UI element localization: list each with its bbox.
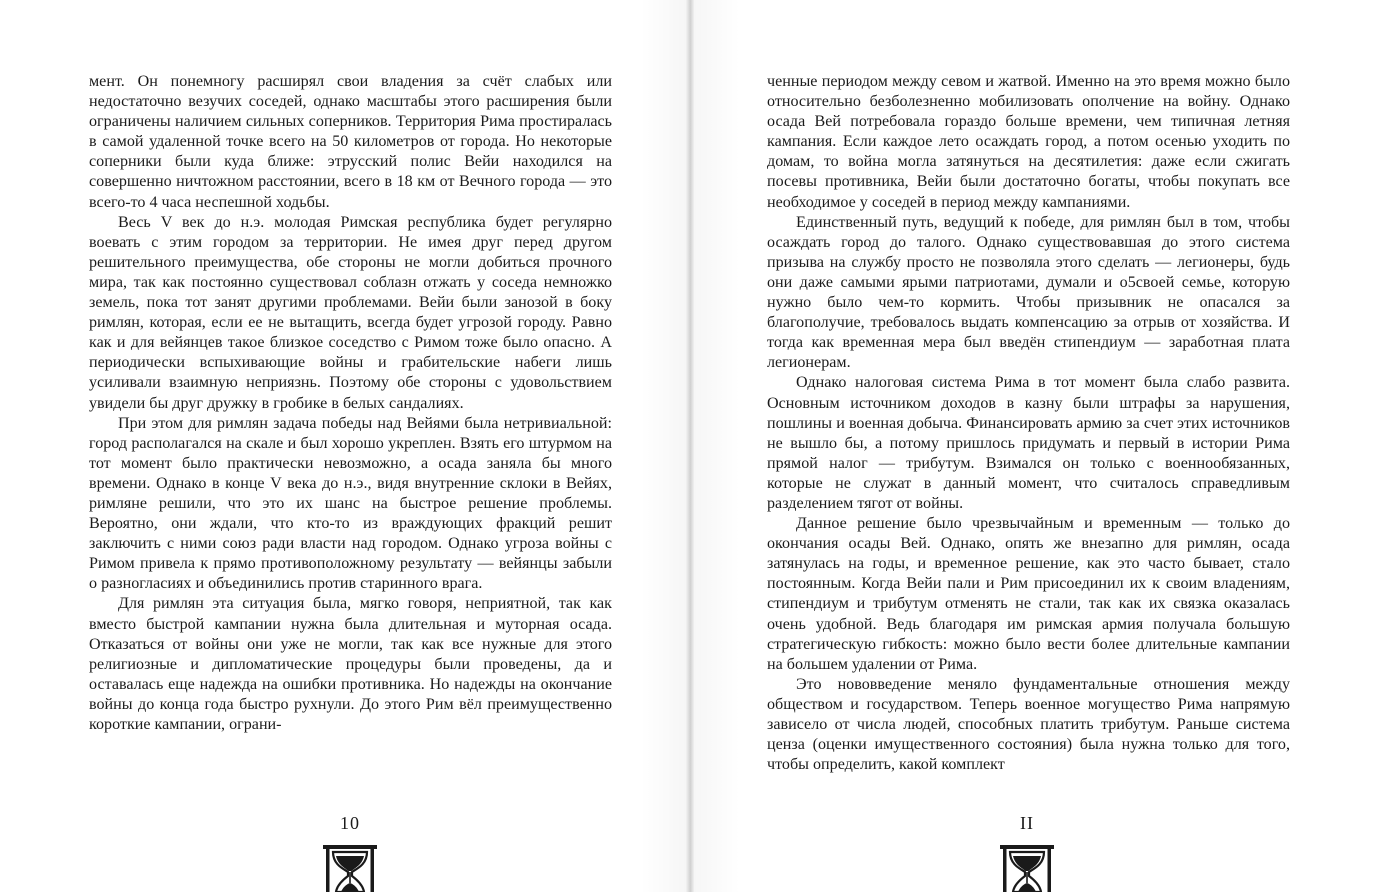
paragraph: Весь V век до н.э. молодая Римская республика будет регулярно воевать с этим городом за территории. Не имея друг перед другом решительного преимущества, обе стороны не могли добиться прочного мира, так как постоянно существовал соблазн отжать у соседа немножко земель, пока тот занят другими проблемами. Вейи были занозой в боку римлян, которая, если ее не вытащить, всегда будет угрозой городу. Равно как и для вейянцев такое близкое соседство с Римом тоже было опасно. А периодически вспыхивающие войны и грабительские набеги лишь усиливали взаимную неприязнь. Поэтому обе стороны с удовольствием увидели бы друг дружку в гробике в белых сандалиях. xyxy=(89,213,612,412)
paragraph: При этом для римлян задача победы над Вейями была нетривиальной: город располагался на скале и был хорошо укреплен. Взять его штурмом на тот момент было практически невозможно, а осада заняла бы много времени. Однако в конце V века до н.э., видя внутренние склоки в Вейях, римляне решили, что это их шанс на быстрое решение проблемы. Вероятно, они ждали, что кто-то из враждующих фракций решит заключить с ними союз ради власти над городом. Однако угроза войны с Римом привела к прямо противоположному результату — вейянцы забыли о разногласиях и объединились против старинного врага. xyxy=(89,414,612,593)
hourglass-icon xyxy=(1000,845,1054,892)
left-page xyxy=(0,0,690,892)
paragraph: мент. Он понемногу расширял свои владения за счёт слабых или недостаточно везучих соседей, однако масштабы этого расширения были ограничены наличием сильных соперников. Территория Рима простиралась в самой удаленной точке всего на 50 километров от города. Но некоторые соперники были куда ближе: этрусский полис Вейи находился на совершенно ничтожном расстоянии, всего в 18 км от Вечного города — это всего-то 4 часа неспешной ходьбы. xyxy=(89,73,612,211)
left-page-text xyxy=(89,72,612,735)
right-page xyxy=(691,0,1382,892)
paragraph: Единственный путь, ведущий к победе, для римлян был в том, чтобы осаждать город до талого. Однако существовавшая до этого система призыва на службу просто не позволяла этого сделать — легионеры, будь они даже самыми ярыми патриотами, думали и о5своей семье, которую нужно было чем-то кормить. Чтобы призывник не опасался за благополучие, требовалось выдать компенсацию за отрыв от хозяйства. И тогда как временная мера был введён стипендиум — заработная плата легионерам. xyxy=(767,213,1290,372)
right-page-text xyxy=(767,72,1290,775)
page-number: 10 xyxy=(340,813,360,833)
hourglass-icon xyxy=(323,845,377,892)
paragraph: Однако налоговая система Рима в тот момент была слабо развита. Основным источником доходов в казну были штрафы за нарушения, пошлины и военная добыча. Финансировать армию за счет этих источников не вышло бы, а потому пришлось придумать и первый в истории Рима прямой налог — трибутум. Взимался он только с военнообязанных, которые не служат в данный момент, что считалось справедливым разделением тягот от войны. xyxy=(767,374,1290,512)
gutter-shade xyxy=(640,0,686,892)
paragraph: Для римлян эта ситуация была, мягко говоря, неприятной, так как вместо быстрой кампании нужна была длительная и муторная осада. Отказаться от войны они уже не могли, так как все нужные для этого религиозные и дипломатические процедуры были проведены, да и оставалась еще надежда на ошибки противника. Но надежды на окончание войны до конца года быстро рухнули. До этого Рим вёл преимущественно короткие кампании, ограни- xyxy=(89,595,612,733)
paragraph: Данное решение было чрезвычайным и временным — только до окончания осады Вей. Однако, опять же внезапно для римлян, осада затянулась на годы, и временное решение, как это часто бывает, стало постоянным. Когда Вейи пали и Рим присоединил их к своим владениям, стипендиум и трибутум отменять не стали, так как их связка оказалась очень удобной. Ведь благодаря им римская армия получала большую стратегическую гибкость: можно было вести более длительные кампании на большем удалении от Рима. xyxy=(767,515,1290,673)
page-number: II xyxy=(1020,813,1034,833)
paragraph: Это нововведение меняло фундаментальные отношения между обществом и государством. Теперь военное могущество Рима напрямую зависело от числа людей, способных платить трибутум. Раньше система ценза (оценки имущественного состояния) была нужна только для того, чтобы определить, какой комплект xyxy=(767,675,1290,774)
paragraph: ченные периодом между севом и жатвой. Именно на это время можно было относительно безболезненно мобилизовать ополчение на войну. Однако осада Вей потребовала гораздо больше времени, чем типичная летняя кампания. Если каждое лето осаждать город, а потом осенью уходить по домам, то война могла затянуться на десятилетия: даже если сжигать посевы противника, Вейи были достаточно богаты, чтобы покупать все необходимое у соседей в период между кампаниями. xyxy=(767,73,1290,211)
